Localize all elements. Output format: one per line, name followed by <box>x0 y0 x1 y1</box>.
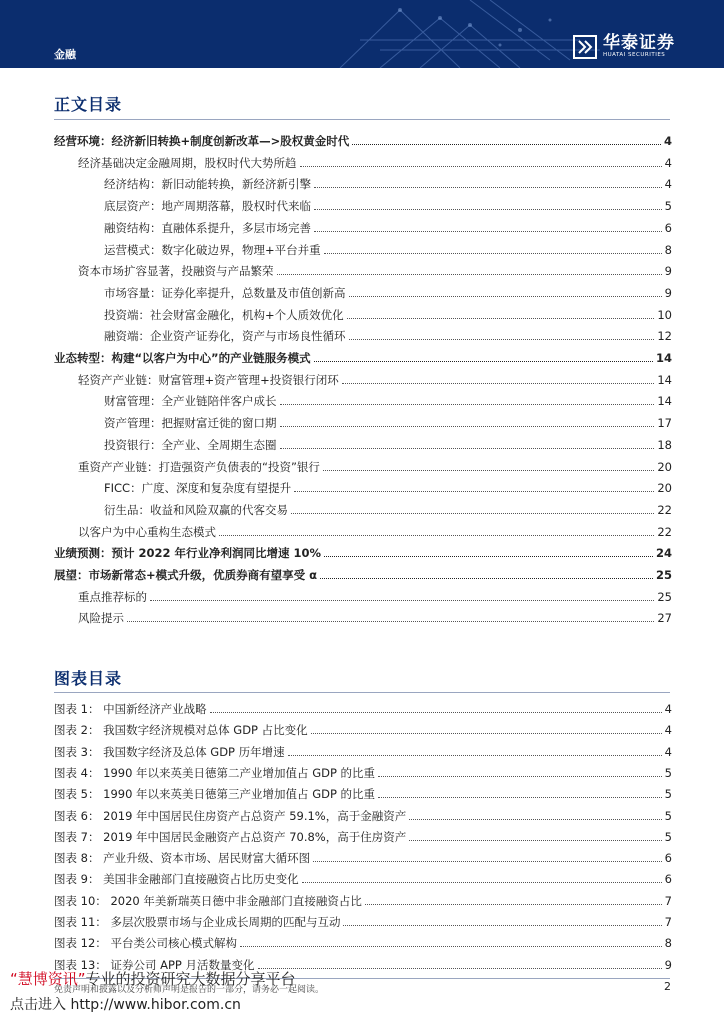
entry-page: 14 <box>657 372 672 387</box>
entry-title: 经济基础决定金融周期，股权时代大势所趋 <box>78 155 297 170</box>
dot-leader <box>378 797 662 798</box>
toc-entry[interactable] <box>104 432 672 452</box>
dot-leader <box>314 231 662 232</box>
dot-leader <box>349 296 662 297</box>
toc-entry[interactable] <box>78 519 672 539</box>
entry-page: 7 <box>664 893 672 908</box>
entry-page: 9 <box>664 957 672 972</box>
figure-entry[interactable] <box>54 696 672 716</box>
entry-page: 20 <box>657 481 672 496</box>
toc-entry[interactable] <box>104 237 672 257</box>
entry-page: 5 <box>664 787 672 802</box>
entry-page: 27 <box>657 611 672 626</box>
entry-title: 图表 10： 2020 年美新瑞英日德中非金融部门直接融资占比 <box>54 893 362 908</box>
toc-entry[interactable] <box>104 215 672 235</box>
figure-entry[interactable] <box>54 824 672 844</box>
watermark-brand: “慧博资讯” <box>10 970 86 988</box>
entry-title: 底层资产：地产周期落幕，股权时代来临 <box>104 199 311 214</box>
dot-leader <box>320 578 653 579</box>
entry-title: 轻资产产业链：财富管理+资产管理+投资银行闭环 <box>78 372 339 387</box>
entry-title: 图表 13： 证券公司 APP 月活数量变化 <box>54 957 255 972</box>
dot-leader <box>313 861 662 862</box>
entry-title: 资本市场扩容显著，投融资与产品繁荣 <box>78 264 274 279</box>
dot-leader <box>349 339 655 340</box>
toc-entry[interactable] <box>54 562 672 582</box>
entry-title: 图表 1： 中国新经济产业战略 <box>54 702 207 716</box>
dot-leader <box>409 840 661 841</box>
toc-entry[interactable] <box>104 302 672 322</box>
toc-entry[interactable] <box>104 497 672 517</box>
toc-entry[interactable] <box>104 323 672 343</box>
entry-page: 4 <box>664 723 672 738</box>
toc-entry[interactable] <box>78 605 672 625</box>
entry-title: 业绩预测：预计 2022 年行业净利润同比增速 10% <box>54 546 322 561</box>
toc-entry[interactable] <box>78 584 672 604</box>
dot-leader <box>314 361 653 362</box>
dot-leader <box>324 556 653 557</box>
entry-page: 17 <box>657 416 672 431</box>
figure-entry[interactable] <box>54 739 672 759</box>
entry-page: 8 <box>664 936 672 951</box>
entry-title: 风险提示 <box>78 611 124 626</box>
entry-page: 4 <box>663 134 672 148</box>
dot-leader <box>127 621 654 622</box>
entry-title: 图表 5： 1990 年以来英美日德第三产业增加值占 GDP 的比重 <box>54 787 376 802</box>
dot-leader <box>314 187 662 188</box>
logo-icon <box>573 35 597 59</box>
toc-title: 正文目录 <box>54 95 123 114</box>
dot-leader <box>277 274 662 275</box>
entry-title: 运营模式：数字化破边界，物理+平台并重 <box>104 242 321 257</box>
page-header <box>0 0 724 68</box>
entry-title: 投资端：社会财富金融化，机构+个人质效优化 <box>104 307 344 322</box>
figure-entry[interactable] <box>54 760 672 780</box>
entry-page: 14 <box>657 394 672 409</box>
entry-title: 业态转型：构建“以客户为中心”的产业链服务模式 <box>54 351 311 365</box>
figures-title: 图表目录 <box>54 669 123 688</box>
dot-leader <box>288 755 662 756</box>
brand-logo <box>573 34 675 59</box>
toc-entry[interactable] <box>54 128 672 148</box>
figure-entry[interactable] <box>54 909 672 929</box>
brand-name-cn: 华泰证券 <box>603 33 675 53</box>
entry-page: 9 <box>664 285 672 300</box>
dot-leader <box>240 946 662 947</box>
entry-page: 4 <box>664 155 672 170</box>
dot-leader <box>323 470 654 471</box>
dot-leader <box>311 733 662 734</box>
toc-entry[interactable] <box>104 280 672 300</box>
figure-entry[interactable] <box>54 888 672 908</box>
dot-leader <box>347 318 655 319</box>
entry-page: 6 <box>664 220 672 235</box>
entry-page: 4 <box>664 702 672 716</box>
figure-entry[interactable] <box>54 866 672 886</box>
toc-entry[interactable] <box>104 410 672 430</box>
entry-page: 12 <box>657 329 672 344</box>
figure-entry[interactable] <box>54 803 672 823</box>
toc-entry[interactable] <box>78 150 672 170</box>
toc-entry[interactable] <box>78 258 672 278</box>
entry-title: 市场容量：证券化率提升，总数量及市值创新高 <box>104 285 346 300</box>
watermark-link[interactable]: 点击进入 http://www.hibor.com.cn <box>10 997 241 1013</box>
dot-leader <box>300 166 662 167</box>
watermark-banner <box>10 968 296 989</box>
entry-title: 图表 6： 2019 年中国居民住房资产占总资产 59.1%，高于金融资产 <box>54 808 407 823</box>
entry-page: 9 <box>664 264 672 279</box>
dot-leader <box>291 513 654 514</box>
dot-leader <box>294 491 654 492</box>
dot-leader <box>280 404 655 405</box>
entry-title: FICC：广度、深度和复杂度有望提升 <box>104 481 292 496</box>
entry-title: 图表 11： 多层次股票市场与企业成长周期的匹配与互动 <box>54 915 341 929</box>
dot-leader <box>343 925 661 926</box>
entry-page: 14 <box>655 351 672 365</box>
entry-page: 22 <box>657 502 672 517</box>
dot-leader <box>342 383 655 384</box>
dot-leader <box>258 968 662 969</box>
dot-leader <box>280 426 655 427</box>
toc-entry[interactable] <box>104 475 672 495</box>
entry-page: 7 <box>664 915 672 929</box>
entry-title: 融资结构：直融体系提升，多层市场完善 <box>104 220 311 235</box>
dot-leader <box>314 209 662 210</box>
entry-title: 展望：市场新常态+模式升级，优质券商有望享受 α <box>54 568 318 582</box>
toc-entry[interactable] <box>104 171 672 191</box>
entry-title: 经济结构：新旧动能转换，新经济新引擎 <box>104 177 311 192</box>
figure-entry[interactable] <box>54 717 672 737</box>
entry-page: 5 <box>664 199 672 214</box>
dot-leader <box>219 535 654 536</box>
dot-leader <box>150 600 654 601</box>
entry-page: 5 <box>664 765 672 780</box>
entry-page: 25 <box>657 589 672 604</box>
dot-leader <box>324 253 662 254</box>
entry-page: 22 <box>657 524 672 539</box>
entry-title: 以客户为中心重构生态模式 <box>78 524 216 539</box>
toc-entry[interactable] <box>78 367 672 387</box>
dot-leader <box>302 882 662 883</box>
entry-page: 5 <box>664 829 672 844</box>
entry-page: 4 <box>664 744 672 759</box>
entry-title: 重资产产业链：打造强资产负债表的“投资”银行 <box>78 459 320 474</box>
dot-leader <box>409 819 661 820</box>
dot-leader <box>365 904 662 905</box>
figures-title-rule <box>54 692 670 693</box>
figure-entry[interactable] <box>54 845 672 865</box>
toc-entry[interactable] <box>104 193 672 213</box>
watermark-slogan: 专业的投资研究大数据分享平台 <box>85 970 296 988</box>
page-number: 2 <box>664 980 671 993</box>
entry-title: 经营环境：经济新旧转换+制度创新改革—>股权黄金时代 <box>54 134 350 148</box>
entry-title: 图表 2： 我国数字经济规模对总体 GDP 占比变化 <box>54 723 308 738</box>
entry-title: 图表 12： 平台类公司核心模式解构 <box>54 936 237 951</box>
brand-name-en: HUATAI SECURITIES <box>603 52 666 58</box>
dot-leader <box>210 712 662 713</box>
entry-title: 衍生品：收益和风险双赢的代客交易 <box>104 502 288 517</box>
entry-page: 6 <box>664 872 672 887</box>
entry-page: 4 <box>664 177 672 192</box>
entry-page: 5 <box>664 808 672 823</box>
entry-title: 图表 3： 我国数字经济及总体 GDP 历年增速 <box>54 744 285 759</box>
entry-title: 财富管理：全产业链陪伴客户成长 <box>104 394 277 409</box>
toc-title-rule <box>54 119 670 120</box>
toc-entry[interactable] <box>54 540 672 560</box>
entry-title: 图表 9： 美国非金融部门直接融资占比历史变化 <box>54 872 299 887</box>
entry-title: 图表 8： 产业升级、资本市场、居民财富大循环图 <box>54 851 311 866</box>
section-label: 金融 <box>54 48 76 61</box>
entry-title: 图表 4： 1990 年以来英美日德第二产业增加值占 GDP 的比重 <box>54 765 376 780</box>
figure-entry[interactable] <box>54 781 672 801</box>
toc-entry[interactable] <box>78 454 672 474</box>
dot-leader <box>280 448 655 449</box>
dot-leader <box>378 776 662 777</box>
entry-title: 资产管理：把握财富迁徙的窗口期 <box>104 416 277 431</box>
entry-page: 10 <box>657 307 672 322</box>
entry-title: 重点推荐标的 <box>78 589 147 604</box>
entry-title: 融资端：企业资产证券化，资产与市场良性循环 <box>104 329 346 344</box>
entry-title: 投资银行：全产业、全周期生态圈 <box>104 437 277 452</box>
entry-page: 25 <box>655 568 672 582</box>
entry-page: 6 <box>664 851 672 866</box>
dot-leader <box>352 144 661 145</box>
entry-page: 24 <box>655 546 672 561</box>
entry-title: 图表 7： 2019 年中国居民金融资产占总资产 70.8%，高于住房资产 <box>54 829 407 844</box>
entry-page: 20 <box>657 459 672 474</box>
footer-disclaimer: 免责声明和披露以及分析师声明是报告的一部分，请务必一起阅读。 <box>54 985 325 995</box>
figure-entry[interactable] <box>54 930 672 950</box>
toc-entry[interactable] <box>54 345 672 365</box>
entry-page: 8 <box>664 242 672 257</box>
toc-entry[interactable] <box>104 388 672 408</box>
entry-page: 18 <box>657 437 672 452</box>
